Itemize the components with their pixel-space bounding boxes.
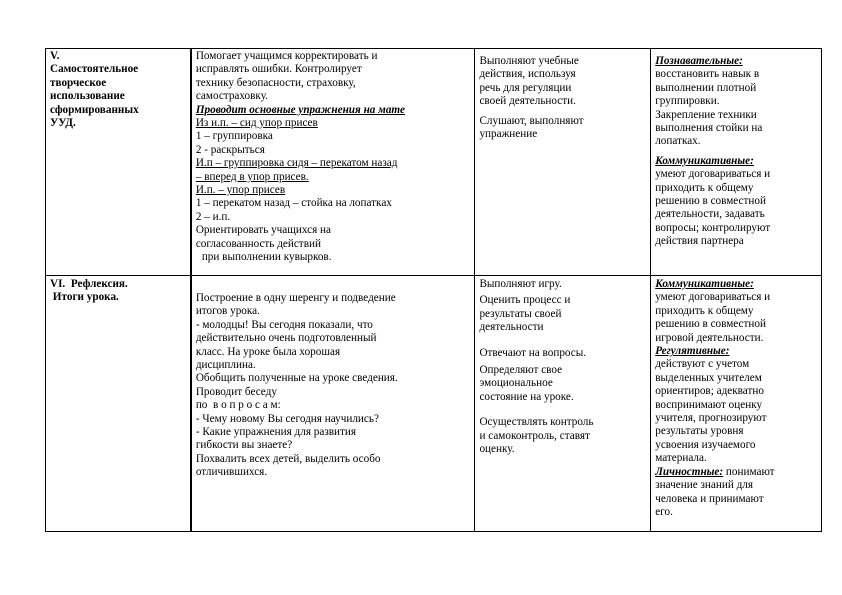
text-line: Помогает учащимся корректировать и — [195, 50, 378, 62]
text-line: умеют договариваться и — [655, 291, 771, 304]
teacher-activity-cell — [192, 49, 476, 275]
exercise-title: – вперед в упор присев. — [195, 170, 309, 183]
text-line: - молодцы! Вы сегодня показали, что — [195, 318, 373, 331]
students-activity-cell — [475, 49, 651, 275]
text-line: по в о п р о с а м: — [195, 399, 281, 412]
exercise-step: 1 – группировка — [195, 130, 273, 143]
text-line: деятельности, задавать — [655, 208, 765, 221]
text-line: Закрепление техники — [655, 108, 757, 121]
exercise-step: 2 - раскрыться — [195, 143, 265, 156]
question-line: - Какие упражнения для развития — [195, 426, 357, 439]
text-line: Слушают, выполняют — [479, 114, 584, 127]
text-line: решению в совместной — [655, 195, 766, 208]
question-line: - Чему новому Вы сегодня научились? — [195, 412, 379, 425]
exercise-title: И.п. – упор присев — [195, 184, 286, 197]
exercises-heading: Проводит основные упражнения на мате — [195, 103, 405, 116]
text-line: упражнение — [479, 128, 538, 141]
text-line: его. — [655, 505, 673, 518]
text-line: результаты своей — [479, 307, 562, 320]
uud-label-communicative: Коммуникативные: — [655, 154, 754, 167]
text-line: Ориентировать учащихся на — [195, 224, 332, 237]
text-line: самостраховку. — [195, 90, 268, 103]
uud-label-communicative: Коммуникативные: — [655, 278, 754, 290]
text-line: выполнении плотной — [655, 81, 757, 94]
exercise-title: Из и.п. – сид упор присев — [195, 117, 318, 130]
text-line: эмоциональное — [479, 377, 553, 390]
text-line: усвоения изучаемого — [655, 438, 756, 451]
text-line: и самоконтроль, ставят — [479, 429, 590, 442]
text-fragment: понимают — [723, 465, 775, 478]
text-line: исправлять ошибки. Контролирует — [195, 63, 362, 76]
text-line: материала. — [655, 452, 707, 465]
uud-cell — [651, 49, 822, 275]
lesson-table — [45, 48, 822, 532]
exercise-title: И.п – группировка сидя – перекатом назад — [195, 157, 398, 170]
stage-title-line: Самостоятельное — [50, 63, 139, 76]
text-line: оценку. — [479, 443, 515, 456]
text-line: группировки. — [655, 95, 720, 108]
text-line: выделенных учителем — [655, 371, 762, 384]
stage-title-line: творческое — [50, 76, 107, 89]
text-line: Обобщить полученные на уроке сведения. — [195, 372, 398, 385]
text-line: Проводит беседу — [195, 385, 277, 398]
text-line: отличившихся. — [195, 466, 268, 479]
text-line: действия партнера — [655, 235, 744, 248]
text-line: своей деятельности. — [479, 95, 576, 108]
exercise-step: 2 – и.п. — [195, 210, 231, 223]
text-line: технику безопасности, страховку, — [195, 76, 356, 89]
text-line: лопатках. — [655, 135, 701, 148]
text-line: восстановить навык в — [655, 68, 760, 81]
text-line: приходить к общему — [655, 304, 754, 317]
stage-title-line: Итоги урока. — [50, 291, 119, 304]
stage-cell — [46, 49, 192, 275]
text-line: итогов урока. — [195, 305, 260, 318]
text-line: Осуществлять контроль — [479, 416, 594, 429]
text-line: дисциплина. — [195, 359, 256, 372]
text-line: речь для регуляции — [479, 81, 572, 94]
uud-label-cognitive: Познавательные: — [655, 55, 743, 67]
table-row — [45, 275, 822, 532]
text-line: согласованность действий — [195, 237, 321, 250]
text-line: учителя, прогнозируют — [655, 412, 767, 425]
uud-cell — [651, 276, 822, 531]
text-line: Отвечают на вопросы. — [479, 346, 587, 359]
stage-title-line: УУД. — [50, 117, 76, 130]
question-line: гибкости вы знаете? — [195, 439, 293, 452]
text-line: умеют договариваться и — [655, 168, 771, 181]
teacher-activity-cell — [192, 276, 476, 531]
text-line: Похвалить всех детей, выделить особо — [195, 452, 381, 465]
uud-personal-line — [655, 466, 817, 479]
text-line: Выполняют игру. — [479, 278, 562, 290]
text-line: Оценить процесс и — [479, 294, 571, 307]
text-line: состояние на уроке. — [479, 390, 574, 403]
text-line: вопросы; контролируют — [655, 221, 771, 234]
stage-title-line: использование — [50, 90, 125, 103]
text-line: результаты уровня — [655, 425, 744, 438]
text-line: значение знаний для — [655, 479, 754, 492]
uud-label-personal: Личностные: — [655, 465, 724, 478]
text-line: Выполняют учебные — [479, 55, 579, 67]
text-line: ориентиров; адекватно — [655, 385, 764, 398]
uud-label-regulatory: Регулятивные: — [655, 345, 730, 358]
text-line: действия, используя — [479, 68, 576, 81]
table-row — [45, 48, 822, 275]
text-line: приходить к общему — [655, 181, 754, 194]
text-line: Построение в одну шеренгу и подведение — [195, 292, 396, 304]
text-line: деятельности — [479, 321, 544, 334]
text-line: выполнения стойки на — [655, 122, 763, 135]
stage-cell — [46, 276, 192, 531]
text-line: класс. На уроке была хорошая — [195, 345, 341, 358]
stage-number: VI. Рефлексия. — [50, 278, 128, 290]
stage-title-line: сформированных — [50, 103, 139, 116]
text-line: при выполнении кувырков. — [201, 251, 332, 264]
text-line: Определяют свое — [479, 364, 563, 377]
text-line: действуют с учетом — [655, 358, 750, 371]
text-line: игровой деятельности. — [655, 331, 764, 344]
stage-number: V. — [50, 50, 60, 62]
text-line: человека и принимают — [655, 492, 764, 505]
text-line: воспринимают оценку — [655, 398, 763, 411]
text-line: действительно очень подготовленный — [195, 332, 377, 345]
students-activity-cell — [475, 276, 651, 531]
exercise-step: 1 – перекатом назад – стойка на лопатках — [195, 197, 392, 210]
text-line: решению в совместной — [655, 318, 766, 331]
